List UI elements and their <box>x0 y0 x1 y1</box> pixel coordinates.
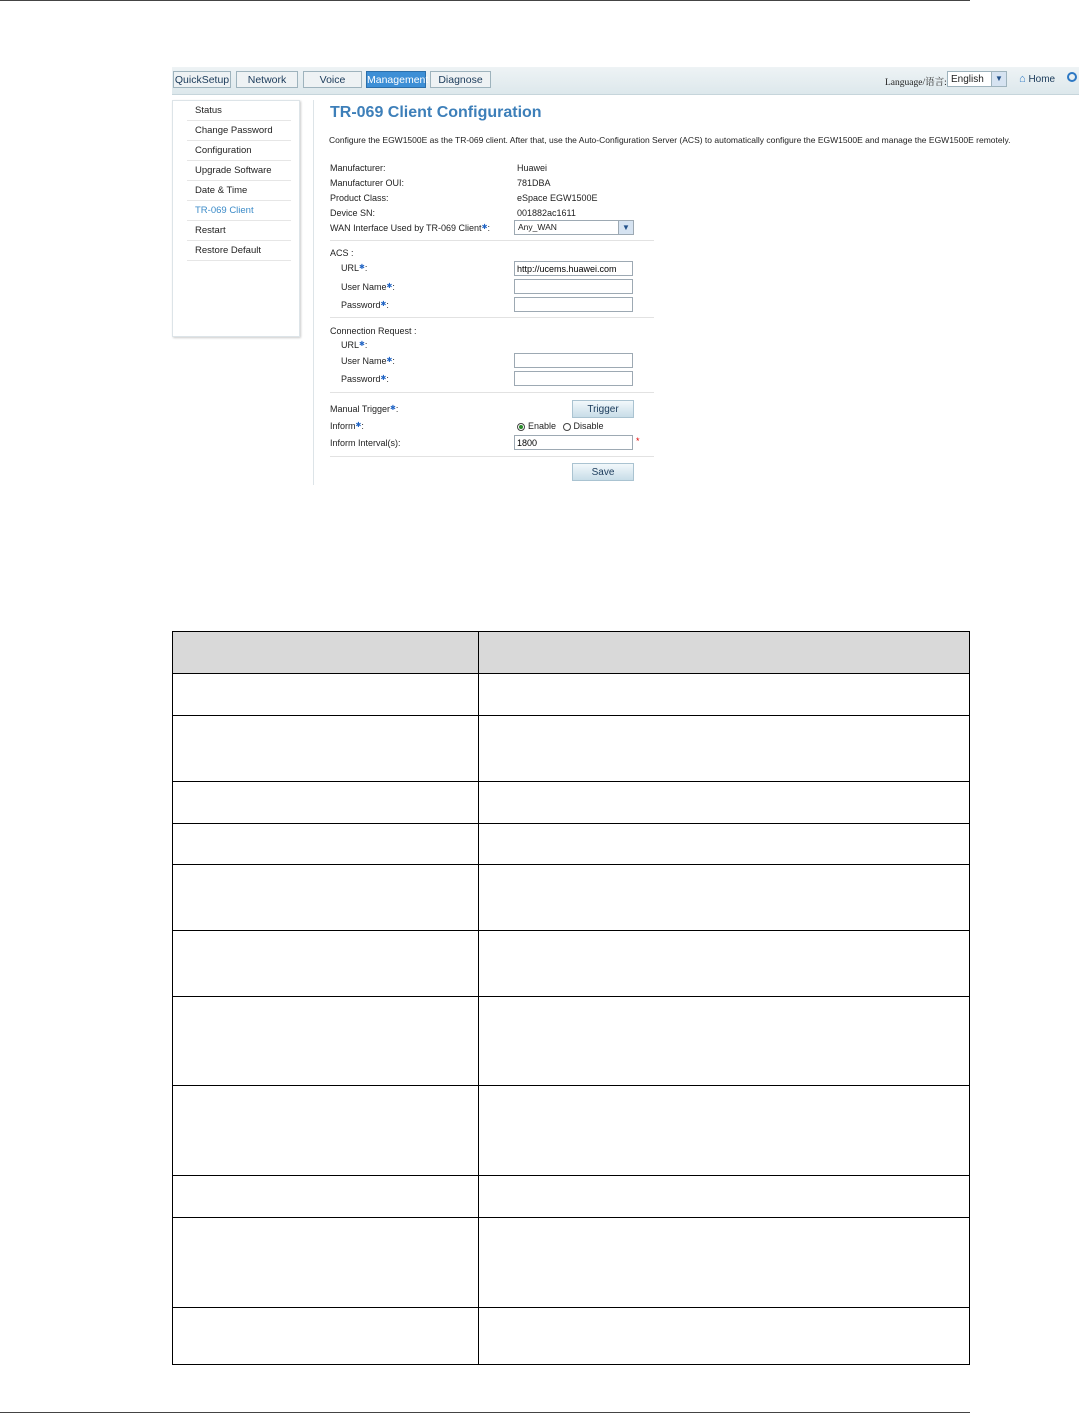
page-title: TR-069 Client Configuration <box>330 104 542 121</box>
table-cell <box>479 865 970 931</box>
product-class-value: eSpace EGW1500E <box>517 193 598 203</box>
acs-password-label: Password✱: <box>341 300 389 310</box>
required-marker-icon: ✱ <box>386 283 393 290</box>
required-marker-icon: ✱ <box>390 405 396 412</box>
parameter-table <box>172 631 970 1365</box>
conn-password-label: Password✱: <box>341 374 389 384</box>
table-row <box>173 997 970 1086</box>
inform-label: Inform✱: <box>330 421 364 431</box>
table-cell <box>479 716 970 782</box>
manufacturer-value: Huawei <box>517 163 548 173</box>
table-cell <box>173 997 479 1086</box>
tab-network[interactable]: Network <box>236 71 298 88</box>
table-cell <box>479 931 970 997</box>
table-row <box>173 674 970 716</box>
product-class-label: Product Class: <box>330 193 389 203</box>
table-cell <box>479 1176 970 1218</box>
table-cell <box>173 824 479 865</box>
home-icon: ⌂ <box>1019 73 1026 85</box>
inform-enable-radio[interactable] <box>517 423 525 431</box>
table-cell <box>173 865 479 931</box>
table-cell <box>173 674 479 716</box>
table-row <box>173 1086 970 1176</box>
table-header-row <box>173 632 970 674</box>
table-cell <box>479 824 970 865</box>
home-label: Home <box>1028 74 1056 85</box>
required-marker-icon: ✱ <box>380 375 387 382</box>
device-sn-label: Device SN: <box>330 208 376 218</box>
sidebar-item-configuration[interactable]: Configuration <box>187 141 291 161</box>
footer-rule <box>0 1412 970 1413</box>
sidebar-item-change-password[interactable]: Change Password <box>187 121 291 141</box>
chevron-down-icon: ▼ <box>991 72 1006 86</box>
sidebar-item-tr069-client[interactable]: TR-069 Client <box>187 201 291 221</box>
inform-disable-radio[interactable] <box>563 423 571 431</box>
table-row <box>173 931 970 997</box>
acs-username-label: User Name✱: <box>341 282 395 292</box>
table-cell <box>173 1218 479 1308</box>
acs-url-input[interactable] <box>514 261 633 276</box>
divider <box>330 456 654 457</box>
table-row <box>173 716 970 782</box>
tab-management[interactable]: Management <box>366 71 426 88</box>
required-marker-icon: ✱ <box>359 341 365 348</box>
oui-label: Manufacturer OUI: <box>330 178 405 188</box>
wan-interface-select[interactable] <box>514 220 634 235</box>
sidebar <box>172 100 300 337</box>
language-label: Language/语言: <box>885 78 947 88</box>
device-sn-value: 001882ac1611 <box>517 208 576 218</box>
tab-voice[interactable]: Voice <box>303 71 362 88</box>
table-cell <box>173 716 479 782</box>
table-row <box>173 1176 970 1218</box>
conn-url-label: URL✱: <box>341 340 368 350</box>
top-nav-bar <box>172 67 1079 95</box>
inform-disable-label: Disable <box>573 421 604 431</box>
divider <box>330 240 654 241</box>
wan-interface-value: Any_WAN <box>518 222 557 232</box>
table-cell <box>173 1086 479 1176</box>
sidebar-item-restart[interactable]: Restart <box>187 221 291 241</box>
save-button[interactable]: Save <box>572 463 634 481</box>
tab-quicksetup[interactable]: QuickSetup <box>173 71 231 88</box>
required-marker-icon: ✱ <box>355 422 362 429</box>
table-cell <box>173 931 479 997</box>
required-marker-icon: ✱ <box>359 264 365 271</box>
inform-radio-group <box>517 421 604 431</box>
table-cell <box>479 1308 970 1365</box>
required-marker-icon: ✱ <box>380 301 387 308</box>
acs-username-input[interactable] <box>514 279 633 294</box>
conn-username-label: User Name✱: <box>341 356 395 366</box>
table-row <box>173 782 970 824</box>
table-cell <box>173 1308 479 1365</box>
conn-username-input[interactable] <box>514 353 633 368</box>
page-description: Configure the EGW1500E as the TR-069 client. After that, use the Auto-Configuration Server (ACS) to automatically configure the EGW1500E and manage the EGW1500E remotely. <box>329 135 1011 145</box>
connection-request-heading: Connection Request : <box>330 326 417 336</box>
table-cell <box>479 782 970 824</box>
manufacturer-label: Manufacturer: <box>330 163 386 173</box>
sidebar-item-status[interactable]: Status <box>187 101 291 121</box>
sidebar-item-restore-default[interactable]: Restore Default <box>187 241 291 261</box>
table-cell <box>479 1086 970 1176</box>
table-cell <box>479 997 970 1086</box>
home-link[interactable] <box>1019 73 1055 85</box>
sidebar-item-date-time[interactable]: Date & Time <box>187 181 291 201</box>
screenshot <box>172 67 1079 487</box>
table-row <box>173 1308 970 1365</box>
table-cell <box>479 1218 970 1308</box>
acs-url-label: URL✱: <box>341 263 368 273</box>
required-marker-icon: ✱ <box>386 357 393 364</box>
acs-heading: ACS : <box>330 248 354 258</box>
inform-interval-input[interactable] <box>514 435 633 450</box>
required-marker-icon: ✱ <box>481 224 488 231</box>
table-row <box>173 824 970 865</box>
logout-icon[interactable] <box>1067 72 1077 82</box>
manual-trigger-label: Manual Trigger✱: <box>330 404 399 414</box>
table-header-cell <box>479 632 970 674</box>
table-header-cell <box>173 632 479 674</box>
table-row <box>173 1218 970 1308</box>
divider <box>330 317 654 318</box>
language-value: English <box>951 74 984 85</box>
sidebar-item-upgrade-software[interactable]: Upgrade Software <box>187 161 291 181</box>
inform-enable-label: Enable <box>528 421 557 431</box>
required-asterisk: * <box>636 436 640 446</box>
table-cell <box>479 674 970 716</box>
tab-diagnose[interactable]: Diagnose <box>430 71 491 88</box>
main-content <box>313 100 1079 485</box>
conn-password-input[interactable] <box>514 371 633 386</box>
table-cell <box>173 1176 479 1218</box>
trigger-button[interactable]: Trigger <box>572 400 634 418</box>
wan-interface-label: WAN Interface Used by TR-069 Client✱: <box>330 223 490 233</box>
acs-password-input[interactable] <box>514 297 633 312</box>
divider <box>330 392 654 393</box>
inform-interval-label: Inform Interval(s): <box>330 438 401 448</box>
language-select[interactable] <box>947 71 1007 87</box>
table-row <box>173 865 970 931</box>
oui-value: 781DBA <box>517 178 551 188</box>
header-rule <box>0 0 970 1</box>
chevron-down-icon: ▼ <box>618 221 633 234</box>
table-cell <box>173 782 479 824</box>
